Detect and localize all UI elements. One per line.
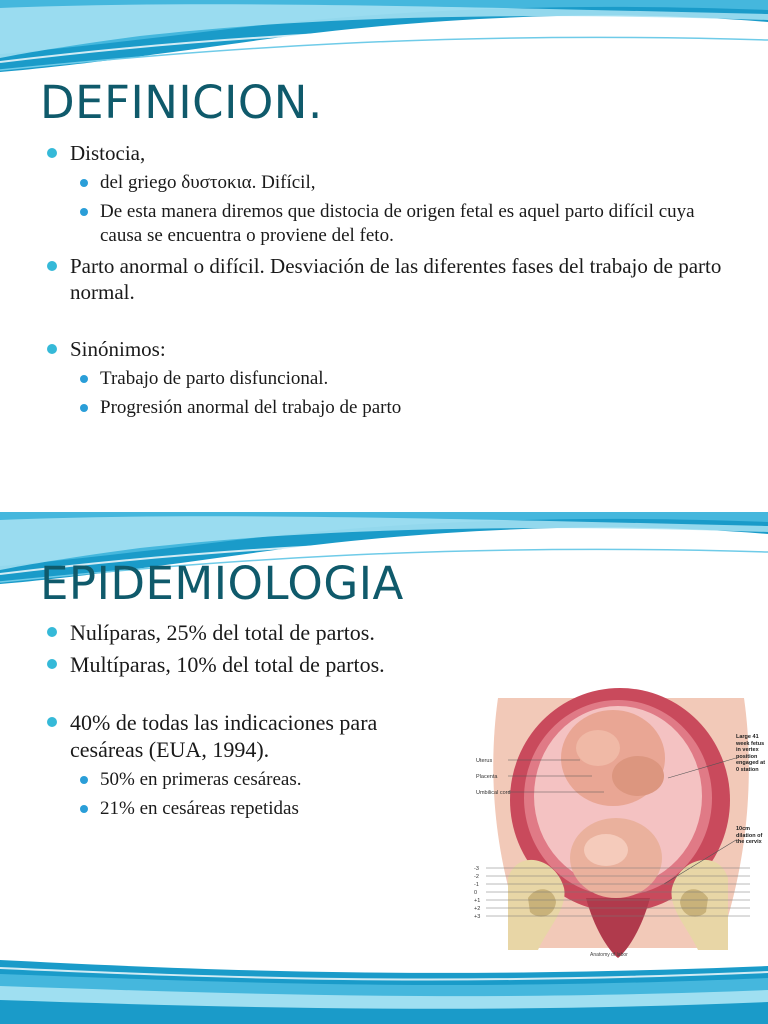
bullet-item: Nulíparas, 25% del total de partos. <box>46 619 406 646</box>
sub-bullet-item: 50% en primeras cesáreas. <box>46 768 406 792</box>
slide-title: DEFINICION. <box>40 76 323 129</box>
anatomy-illustration <box>468 688 768 960</box>
bullet-item: 40% de todas las indicaciones para cesáreas (EUA, 1994). <box>46 709 406 763</box>
figure-label-dilation: 10cm dilation of the cervix <box>736 826 763 845</box>
sub-bullet-item: 21% en cesáreas repetidas <box>46 797 406 821</box>
header-wave-banner <box>0 0 768 80</box>
figure-label-placenta: Placenta <box>476 774 498 780</box>
sub-bullet-item: De esta manera diremos que distocia de origen fetal es aquel parto difícil cuya causa se encuentra o proviene del feto. <box>46 200 736 248</box>
slide-epidemiologia <box>0 512 768 1024</box>
figure-caption: Anatomy of labor <box>590 952 628 958</box>
station-label: +3 <box>474 914 481 920</box>
sub-bullet-item: Progresión anormal del trabajo de parto <box>46 396 736 420</box>
station-label: -2 <box>474 874 479 880</box>
slide-title: EPIDEMIOLOGIA <box>40 557 404 610</box>
bullet-list <box>46 140 736 420</box>
station-label: +1 <box>474 898 481 904</box>
bullet-item: Distocia, <box>46 140 736 166</box>
figure-label-large-fetus: Large 41 week fetus in vertex position engaged at 0 station <box>736 734 766 773</box>
sub-bullet-item: del griego δυστοκια. Difícil, <box>46 171 736 195</box>
station-label: -3 <box>474 866 479 872</box>
bullet-item: Sinónimos: <box>46 336 736 362</box>
figure-label-umbilical-cord: Umbilical cord <box>476 790 511 796</box>
station-label: 0 <box>474 890 478 896</box>
footer-wave-banner <box>0 960 768 1024</box>
bullet-item: Parto anormal o difícil. Desviación de las diferentes fases del trabajo de parto normal. <box>46 253 736 305</box>
sub-bullet-item: Trabajo de parto disfuncional. <box>46 367 736 391</box>
bullet-list <box>46 619 406 821</box>
bullet-item: Multíparas, 10% del total de partos. <box>46 651 406 678</box>
station-label: -1 <box>474 882 479 888</box>
station-label: +2 <box>474 906 481 912</box>
figure-label-uterus: Uterus <box>476 758 493 764</box>
